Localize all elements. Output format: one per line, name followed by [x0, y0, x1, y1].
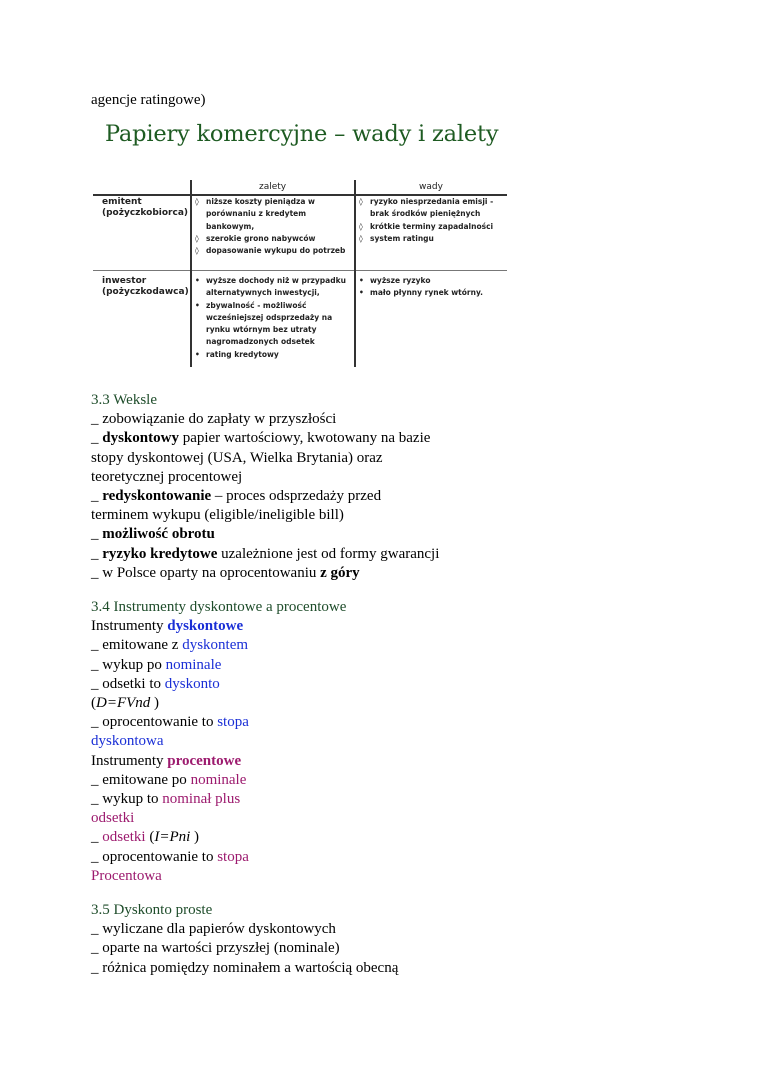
s35-line-1: _ wyliczane dla papierów dyskontowych — [91, 921, 336, 938]
interest-title: Instrumenty procentowe — [91, 752, 242, 769]
s33-line-7: _ możliwość obrotu — [91, 526, 215, 543]
section-3-4 — [91, 598, 346, 886]
col-header-wady: wady — [419, 182, 443, 192]
s35-line-3: _ różnica pomiędzy nominałem a wartością obecną — [91, 959, 399, 976]
section-3-5 — [91, 901, 398, 978]
interest-line-2: _ wykup to nominał plus — [91, 791, 241, 808]
s33-line-2: _ dyskontowy papier wartościowy, kwotowany na bazie — [91, 430, 431, 447]
discount-line-5: _ oprocentowanie to stopa — [91, 714, 249, 731]
cell-inwestor-wady: • wyższe ryzyko • mało płynny rynek wtórny. — [359, 276, 484, 298]
cell-emitent-wady: ◊ ryzyko niesprzedania emisji - brak środków pieniężnych ◊ krótkie terminy zapadalności ◊ system ratingu — [359, 197, 494, 243]
s33-line-6: terminem wykupu (eligible/ineligible bill) — [91, 507, 344, 524]
s33-line-8: _ ryzyko kredytowe uzależnione jest od formy gwarancji — [91, 545, 440, 562]
s33-line-4: teoretycznej procentowej — [91, 468, 243, 485]
section-3-3-heading: 3.3 Weksle — [91, 392, 158, 408]
discount-line-6: dyskontowa — [91, 733, 164, 750]
cell-emitent-zalety: ◊ niższe koszty pieniądza w porównaniu z kredytem bankowym, ◊ szerokie grono nabywców ◊ dopasowanie wykupu do potrzeb — [195, 197, 346, 256]
cell-inwestor-zalety: • wyższe dochody niż w przypadku alternatywnych inwestycji, • zbywalność - możliwość wcześniejszej odsprzedaży na rynku wtórnym bez utraty nagromadzonych odsetek • rating kredytowy — [195, 276, 346, 359]
discount-title: Instrumenty dyskontowe — [91, 618, 244, 635]
table-vline-1 — [190, 180, 192, 367]
s35-line-2: _ oparte na wartości przyszłej (nominale) — [91, 940, 340, 957]
intro-fragment: agencje ratingowe) — [91, 92, 206, 108]
s33-line-1: _ zobowiązanie do zapłaty w przyszłości — [91, 411, 337, 428]
interest-line-3: odsetki — [91, 810, 135, 827]
interest-formula: _ odsetki (I=Pni ) — [91, 829, 200, 846]
section-3-4-heading: 3.4 Instrumenty dyskontowe a procentowe — [91, 599, 347, 615]
discount-line-2: _ wykup po nominale — [91, 656, 222, 673]
discount-line-3: _ odsetki to dyskonto — [91, 675, 220, 692]
row-label-inwestor: inwestor (pożyczkodawca) — [102, 276, 189, 297]
interest-line-1: _ emitowane po nominale — [91, 771, 247, 788]
col-header-zalety: zalety — [259, 182, 287, 192]
section-3-3 — [91, 391, 439, 583]
row-label-emitent: emitent (pożyczkobiorca) — [102, 197, 189, 218]
s33-line-3: stopy dyskontowej (USA, Wielka Brytania) oraz — [91, 449, 383, 466]
s33-line-5: _ redyskontowanie – proces odsprzedaży przed — [91, 488, 382, 505]
discount-line-1: _ emitowane z dyskontem — [91, 637, 249, 654]
interest-line-5: _ oprocentowanie to stopa — [91, 848, 249, 865]
slide-title: Papiery komercyjne – wady i zalety — [105, 121, 499, 147]
discount-formula: (D=FVnd ) — [91, 695, 160, 712]
section-3-5-heading: 3.5 Dyskonto proste — [91, 902, 213, 918]
interest-line-6: Procentowa — [91, 867, 162, 884]
table-row-rule — [93, 270, 507, 271]
s33-line-9: _ w Polsce oparty na oprocentowaniu z góry — [91, 564, 360, 581]
commercial-paper-slide — [91, 118, 509, 373]
